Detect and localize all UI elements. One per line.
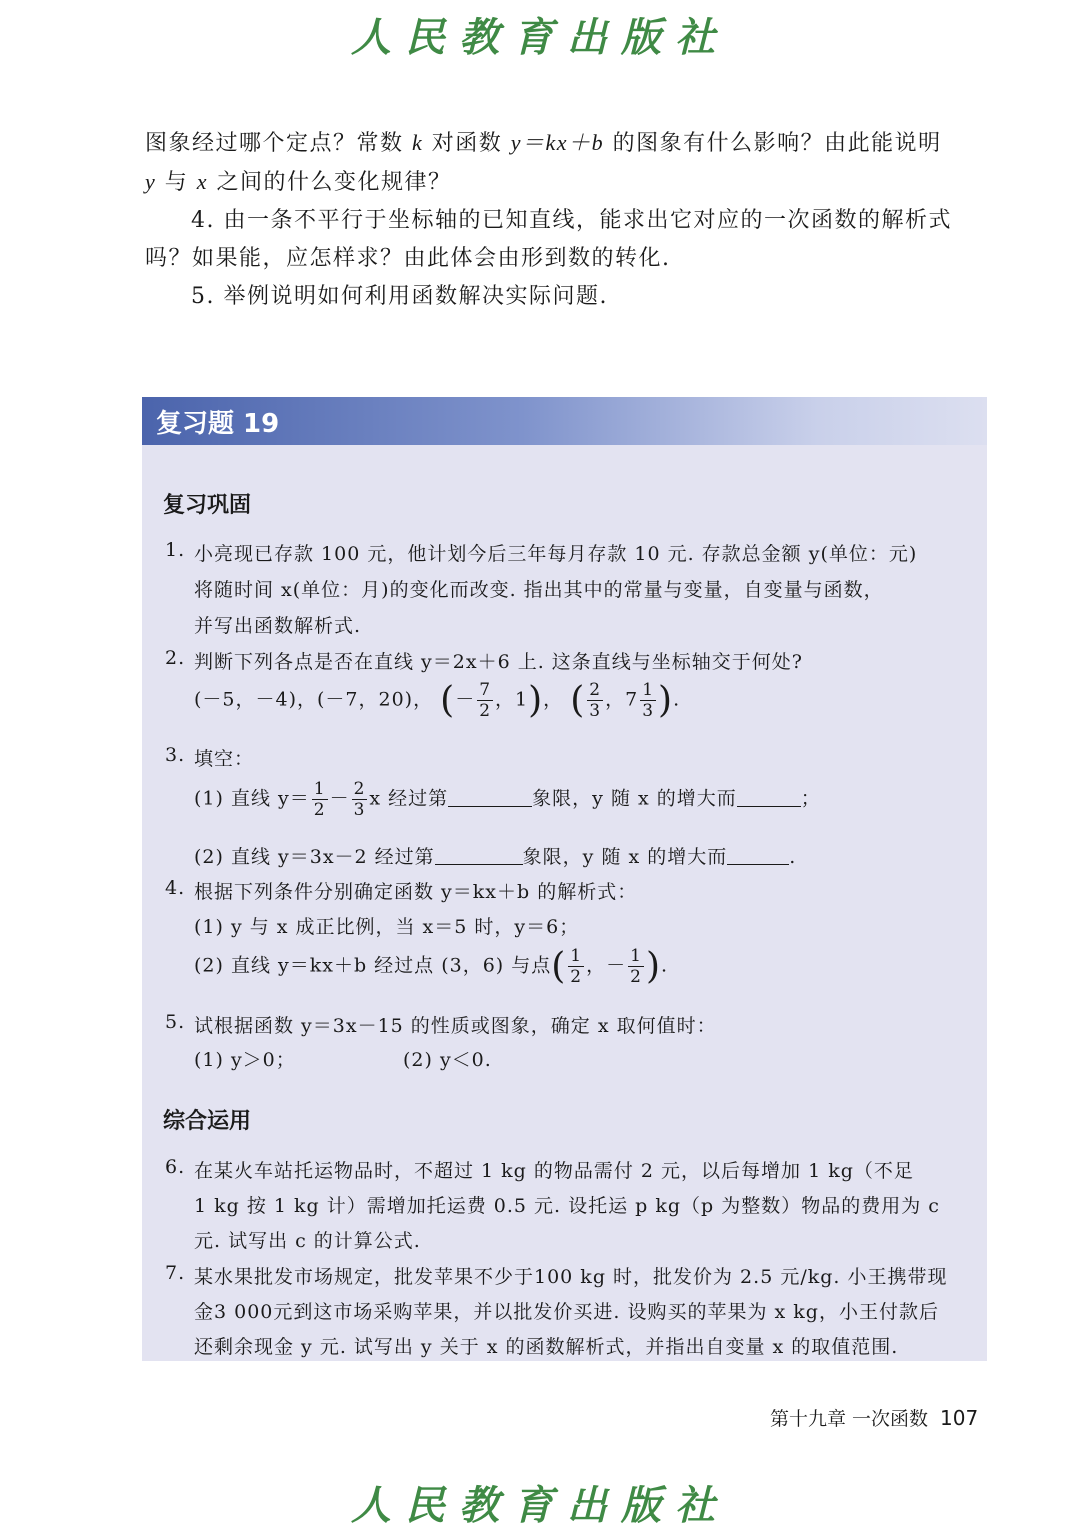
problem-7-line-2: 金3 000元到这市场采购苹果，并以批发价买进. 设购买的苹果为 x kg，小王付款后 <box>194 1301 939 1323</box>
problem-2-points: (－5，－4)，(－7，20)， (－ $\frac{7}{2}$ ，1)， ( $\frac{2}{3}$ ，7 $\frac{1}{3}$ ). <box>194 680 681 721</box>
subheading-application: 综合运用 <box>163 1109 252 1134</box>
problem-4-number: 4. <box>165 877 186 899</box>
subheading-review: 复习巩固 <box>163 493 252 518</box>
problem-5-number: 5. <box>165 1011 186 1033</box>
publisher-watermark-bottom: 人民教育出版社 <box>351 1482 729 1529</box>
fraction-two-thirds-b: $\frac{2}{3}$ <box>353 779 366 820</box>
fraction-one-half-c: $\frac{1}{2}$ <box>630 946 642 987</box>
problem-6-line-1: 在某火车站托运物品时，不超过 1 kg 的物品需付 2 元，以后每增加 1 kg（不足 <box>194 1160 914 1182</box>
blank-2[interactable] <box>737 786 801 807</box>
problem-4-part-2: (2) 直线 y＝kx＋b 经过点 (3，6) 与点( $\frac{1}{2}$ ，－ $\frac{1}{2}$ ). <box>194 946 669 987</box>
problem-6-number: 6. <box>165 1156 186 1178</box>
section-title: 复习题 19 <box>156 409 280 439</box>
problem-3-number: 3. <box>165 744 186 766</box>
problem-4-part-1: (1) y 与 x 成正比例，当 x＝5 时，y＝6； <box>194 916 580 938</box>
problem-6-line-3: 元. 试写出 c 的计算公式. <box>194 1230 421 1252</box>
problem-5-line-1: 试根据函数 y＝3x－15 的性质或图象，确定 x 取何值时： <box>194 1015 717 1037</box>
intro-text <box>145 124 990 316</box>
fraction-two-thirds: $\frac{2}{3}$ <box>589 680 602 721</box>
intro-line-1: 图象经过哪个定点？常数 k 对函数 y＝kx＋b 的图象有什么影响？由此能说明 <box>145 130 942 156</box>
fraction-one-third: $\frac{1}{3}$ <box>642 680 655 721</box>
problem-5-part-1: (1) y＞0； <box>194 1049 296 1071</box>
problem-3-line-1: 填空： <box>194 748 255 770</box>
blank-3[interactable] <box>435 844 523 865</box>
publisher-watermark-top: 人民教育出版社 <box>351 14 729 61</box>
problem-3-part-1: (1) 直线 y＝ $\frac{1}{2}$ － $\frac{2}{3}$ x 经过第 象限，y 随 x 的增大而 ； <box>194 779 821 820</box>
fraction-one-half: $\frac{1}{2}$ <box>313 779 326 820</box>
problem-3-part-2: (2) 直线 y＝3x－2 经过第 象限，y 随 x 的增大而 . <box>194 846 797 868</box>
problem-6-line-2: 1 kg 按 1 kg 计）需增加托运费 0.5 元. 设托运 p kg（p 为整数）物品的费用为 c <box>194 1195 940 1217</box>
page-number: 107 <box>940 1406 979 1430</box>
problem-7-number: 7. <box>165 1262 186 1284</box>
problem-1-number: 1. <box>165 539 186 561</box>
section-header <box>142 397 987 445</box>
problem-2-number: 2. <box>165 647 186 669</box>
intro-question-5: 5. 举例说明如何利用函数解决实际问题. <box>191 284 608 309</box>
fraction-seven-halves: $\frac{7}{2}$ <box>479 680 492 721</box>
problem-4-line-1: 根据下列条件分别确定函数 y＝kx＋b 的解析式： <box>194 881 638 903</box>
problem-1-line-2: 将随时间 x(单位：月)的变化而改变. 指出其中的常量与变量，自变量与函数， <box>194 579 884 601</box>
chapter-label: 第十九章 一次函数 <box>770 1408 929 1430</box>
intro-question-4: 4. 由一条不平行于坐标轴的已知直线，能求出它对应的一次函数的解析式 <box>191 208 952 233</box>
blank-1[interactable] <box>448 786 532 807</box>
intro-line-2: y 与 x 之间的什么变化规律？ <box>145 169 452 195</box>
page-footer <box>770 1404 978 1431</box>
problem-1-line-1: 小亮现已存款 100 元，他计划今后三年每月存款 10 元. 存款总金额 y(单位：元) <box>194 543 918 565</box>
problem-7-line-3: 还剩余现金 y 元. 试写出 y 关于 x 的函数解析式，并指出自变量 x 的取值范围. <box>194 1336 899 1358</box>
problem-1-line-3: 并写出函数解析式. <box>194 615 362 637</box>
blank-4[interactable] <box>727 844 789 865</box>
problem-2-line-1: 判断下列各点是否在直线 y＝2x＋6 上. 这条直线与坐标轴交于何处? <box>194 651 803 673</box>
intro-question-4-cont: 吗？如果能，应怎样求？由此体会由形到数的转化. <box>145 246 671 271</box>
fraction-one-half-b: $\frac{1}{2}$ <box>570 946 583 987</box>
problem-5-part-2: (2) y＜0. <box>403 1049 492 1071</box>
problem-7-line-1: 某水果批发市场规定，批发苹果不少于100 kg 时，批发价为 2.5 元/kg. 小王携带现 <box>194 1266 948 1288</box>
